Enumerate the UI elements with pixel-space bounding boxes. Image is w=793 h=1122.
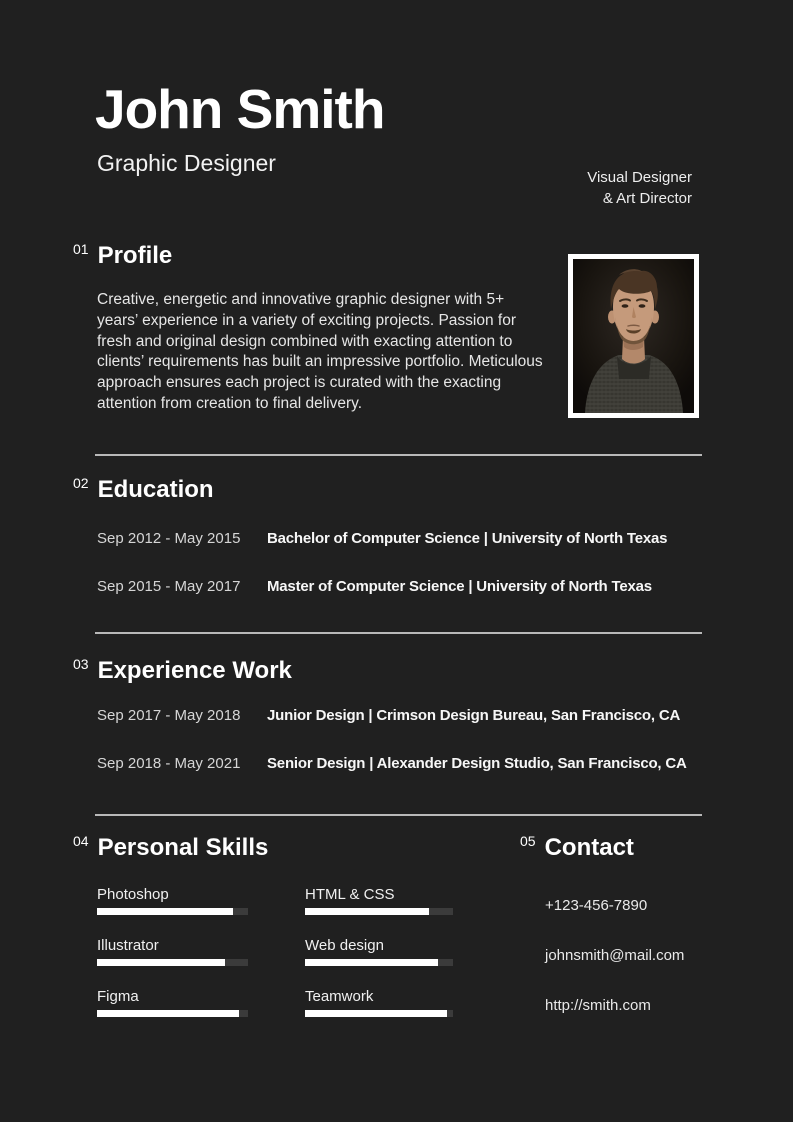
skill-label: HTML & CSS [305,886,395,903]
contact-email[interactable]: johnsmith@mail.com [545,947,685,964]
section-divider [95,814,702,816]
section-number: 05 [520,833,536,849]
tagline [587,167,692,209]
job-title: Graphic Designer [97,150,276,176]
contact-website[interactable]: http://smith.com [545,997,651,1014]
contact-phone[interactable]: +123-456-7890 [545,897,648,914]
section-divider [95,632,702,634]
tagline-line-1: Visual Designer [587,169,692,186]
portrait-photo [573,259,694,413]
skill-label: Figma [97,988,139,1005]
contact-list [545,897,684,1047]
section-number: 02 [73,475,89,491]
skill-bar-fill [97,959,225,966]
skill-bar-track [97,1010,248,1017]
skill-item [97,886,248,915]
skill-label: Web design [305,937,384,954]
profile-photo-frame [568,254,699,418]
skills-column-right [305,886,453,1039]
skill-bar-fill [305,908,429,915]
skill-item [305,937,453,966]
section-number: 01 [73,241,89,257]
education-list [97,530,702,626]
section-contact-heading [520,835,634,861]
section-title: Personal Skills [97,834,269,861]
skill-bar-fill [97,908,233,915]
experience-role: Junior Design | Crimson Design Bureau, San Francisco, CA [267,707,681,724]
skills-column-left [97,886,248,1039]
section-education-heading [73,477,214,503]
section-title: Education [97,476,214,503]
experience-list [97,707,707,803]
education-period: Sep 2012 - May 2015 [97,530,241,547]
experience-period: Sep 2017 - May 2018 [97,707,241,724]
education-degree: Master of Computer Science | University of North Texas [267,578,652,595]
skill-bar-fill [97,1010,239,1017]
section-number: 04 [73,833,89,849]
education-period: Sep 2015 - May 2017 [97,578,241,595]
section-experience-heading [73,658,292,684]
skill-bar-fill [305,1010,447,1017]
skill-label: Illustrator [97,937,159,954]
section-skills-heading [73,835,268,861]
experience-row [97,755,707,773]
skill-label: Photoshop [97,886,169,903]
skill-bar-fill [305,959,438,966]
section-number: 03 [73,656,89,672]
skill-item [305,988,453,1017]
tagline-line-2: & Art Director [602,190,692,207]
experience-role: Senior Design | Alexander Design Studio, San Francisco, CA [267,755,687,772]
experience-period: Sep 2018 - May 2021 [97,755,241,772]
skill-item [97,937,248,966]
section-title: Contact [544,834,634,861]
section-title: Experience Work [97,657,292,684]
skill-item [97,988,248,1017]
skill-bar-track [97,908,248,915]
section-title: Profile [97,242,173,269]
experience-row [97,707,707,725]
skill-bar-track [305,959,453,966]
education-row [97,530,702,548]
section-profile-heading [73,243,172,269]
education-row [97,578,702,596]
skill-item [305,886,453,915]
name-heading: John Smith [95,78,385,140]
skill-bar-track [97,959,248,966]
skill-bar-track [305,908,453,915]
education-degree: Bachelor of Computer Science | University of North Texas [267,530,668,547]
skill-bar-track [305,1010,453,1017]
skill-label: Teamwork [305,988,374,1005]
section-divider [95,454,702,456]
profile-text: Creative, energetic and innovative graphic designer with 5+ years’ experience in a variety of exciting projects. Passion for fresh and original design combined with exacting attention to clients’ requirements has built an impressive portfolio. Meticulous approach ensures each project is curated with the exacting attention from creation to final delivery. [97,291,543,412]
